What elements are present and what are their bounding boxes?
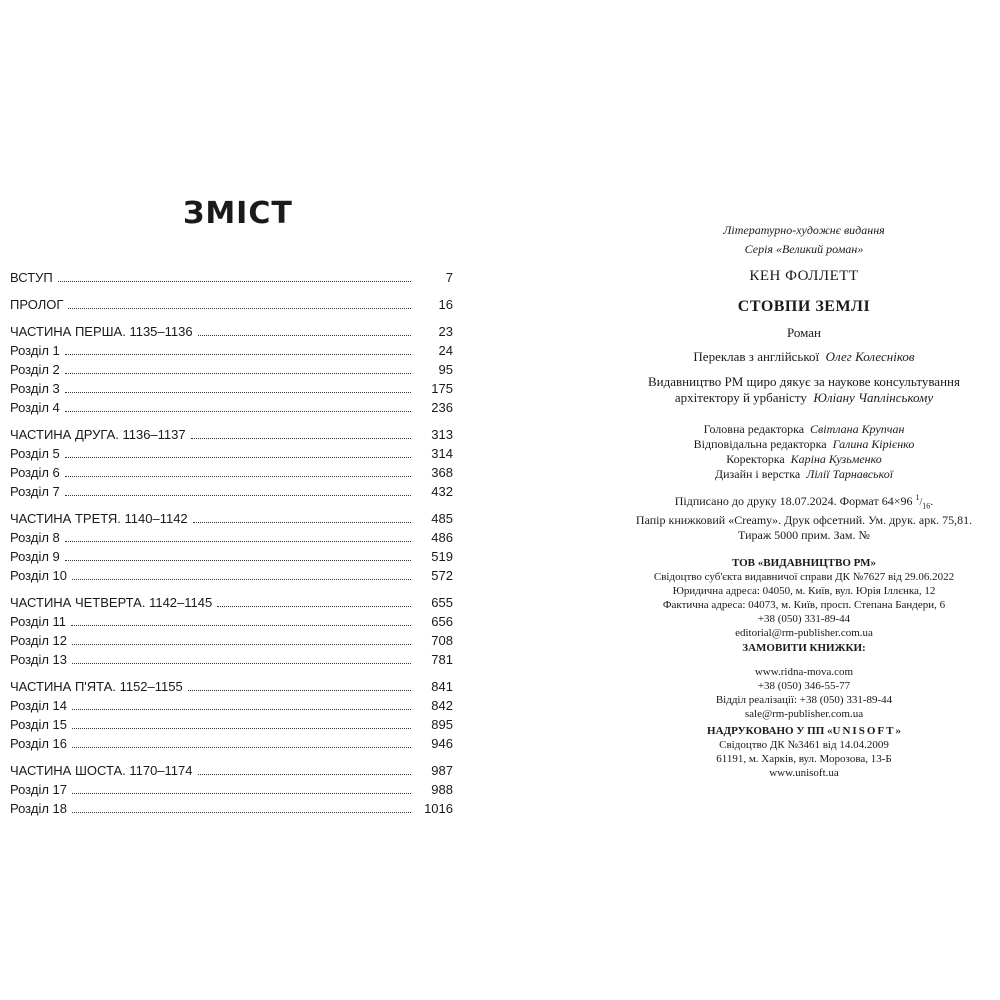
staff-credits bbox=[598, 422, 1000, 482]
toc-entry-label: Розділ 5 bbox=[10, 446, 60, 461]
edition-type: Літературно-художнє видання bbox=[723, 223, 885, 237]
staff-name: Світлана Крупчан bbox=[810, 422, 905, 436]
toc-entry-label: ЧАСТИНА ЧЕТВЕРТА. 1142–1145 bbox=[10, 595, 213, 610]
toc-entry-label: ЧАСТИНА ШОСТА. 1170–1174 bbox=[10, 763, 193, 778]
staff-credit bbox=[598, 437, 1000, 452]
staff-name: Лілії Тарнавської bbox=[806, 467, 894, 481]
toc-entry bbox=[10, 547, 453, 566]
publisher-line: Юридична адреса: 04050, м. Київ, вул. Юрія Іллєнка, 12 bbox=[672, 585, 936, 597]
staff-role: Коректорка bbox=[726, 452, 785, 466]
printed-prefix: НАДРУКОВАНО У ПП « bbox=[707, 725, 833, 737]
toc-entry-label: Розділ 2 bbox=[10, 362, 60, 377]
sign-line-2: Папір книжковий «Creamy». Друк офсетний. Ум. друк. арк. 75,81. bbox=[635, 513, 973, 528]
toc-entry bbox=[10, 463, 453, 482]
printer-name: UNISOFT bbox=[832, 725, 896, 737]
toc-entry bbox=[10, 341, 453, 360]
toc-entry-label: ЧАСТИНА ДРУГА. 1136–1137 bbox=[10, 427, 186, 442]
staff-name: Галина Кірієнко bbox=[832, 437, 915, 451]
toc-entry-label: ВСТУП bbox=[10, 270, 53, 285]
staff-role: Відповідальна редакторка bbox=[693, 437, 827, 451]
toc-entry bbox=[10, 696, 453, 715]
toc-entry-label: Розділ 18 bbox=[10, 801, 67, 816]
toc-entry-page: 95 bbox=[438, 362, 453, 377]
toc-entry-page: 313 bbox=[431, 427, 453, 442]
toc-leader-dots bbox=[72, 812, 411, 813]
thanks-line-2 bbox=[598, 390, 1000, 406]
printer-line: www.unisoft.ua bbox=[769, 767, 839, 779]
toc-entry bbox=[10, 398, 453, 417]
toc-entry bbox=[10, 444, 453, 463]
thanks-role: архітектору й урбаністу bbox=[674, 390, 807, 405]
toc-entry-page: 23 bbox=[438, 324, 453, 339]
staff-credit bbox=[598, 467, 1000, 482]
toc-entry-label: Розділ 9 bbox=[10, 549, 60, 564]
format-den: 16 bbox=[922, 501, 931, 511]
toc-entry-label: Розділ 17 bbox=[10, 782, 67, 797]
genre: Роман bbox=[786, 325, 822, 340]
thanks-person: Юліану Чаплінському bbox=[813, 390, 934, 405]
toc-entry-label: Розділ 12 bbox=[10, 633, 67, 648]
toc-entry-label: ПРОЛОГ bbox=[10, 297, 64, 312]
toc-entry-page: 1016 bbox=[424, 801, 453, 816]
printed-suffix: » bbox=[895, 725, 901, 737]
toc-leader-dots bbox=[65, 354, 411, 355]
toc-entry bbox=[10, 761, 453, 780]
publisher-info bbox=[598, 556, 1000, 640]
toc-entry bbox=[10, 360, 453, 379]
order-line: +38 (050) 346-55-77 bbox=[757, 680, 851, 692]
toc-entry bbox=[10, 677, 453, 696]
toc-entry-page: 485 bbox=[431, 511, 453, 526]
toc-entry-label: Розділ 8 bbox=[10, 530, 60, 545]
toc-entry-page: 895 bbox=[431, 717, 453, 732]
toc-entry bbox=[10, 425, 453, 444]
order-line: www.ridna-mova.com bbox=[754, 666, 854, 678]
toc-entry-page: 486 bbox=[431, 530, 453, 545]
order-line: Відділ реалізації: +38 (050) 331-89-44 bbox=[715, 694, 893, 706]
printer-line: 61191, м. Харків, вул. Морозова, 13-Б bbox=[716, 753, 892, 765]
toc-entry bbox=[10, 528, 453, 547]
toc-leader-dots bbox=[193, 522, 411, 523]
translator-name: Олег Колесніков bbox=[825, 349, 915, 364]
toc-entry-page: 24 bbox=[438, 343, 453, 358]
toc-entry-page: 368 bbox=[431, 465, 453, 480]
toc-entry bbox=[10, 593, 453, 612]
toc-leader-dots bbox=[65, 373, 411, 374]
toc-entry-label: Розділ 16 bbox=[10, 736, 67, 751]
translation-label: Переклав з англійської bbox=[693, 349, 820, 364]
toc-leader-dots bbox=[68, 308, 411, 309]
toc-leader-dots bbox=[72, 747, 411, 748]
toc-leader-dots bbox=[72, 579, 411, 580]
toc-entry bbox=[10, 650, 453, 669]
publisher-name: ТОВ «ВИДАВНИЦТВО РМ» bbox=[731, 557, 877, 569]
toc-entry-page: 708 bbox=[431, 633, 453, 648]
toc-leader-dots bbox=[188, 690, 411, 691]
toc-entry bbox=[10, 612, 453, 631]
toc-entry-page: 572 bbox=[431, 568, 453, 583]
toc-entry-page: 16 bbox=[438, 297, 453, 312]
publisher-line: editorial@rm-publisher.com.ua bbox=[735, 627, 873, 639]
publisher-line: +38 (050) 331-89-44 bbox=[757, 613, 851, 625]
toc-entry-label: Розділ 1 bbox=[10, 343, 60, 358]
edition-info bbox=[598, 221, 1000, 259]
format-num: 1 bbox=[915, 493, 920, 502]
publisher-line: Фактична адреса: 04073, м. Київ, просп. Степана Бандери, 6 bbox=[662, 599, 946, 611]
toc-entry bbox=[10, 566, 453, 585]
toc-entry-page: 988 bbox=[431, 782, 453, 797]
toc-entry-page: 314 bbox=[431, 446, 453, 461]
toc-entry bbox=[10, 295, 453, 314]
staff-credit bbox=[598, 422, 1000, 437]
toc-entry-page: 175 bbox=[431, 381, 453, 396]
toc-leader-dots bbox=[72, 793, 411, 794]
publisher-line: Свідоцтво суб'єкта видавничої справи ДК №7627 від 29.06.2022 bbox=[653, 571, 955, 583]
toc-leader-dots bbox=[58, 281, 411, 282]
toc-entry-label: Розділ 3 bbox=[10, 381, 60, 396]
toc-entry-page: 655 bbox=[431, 595, 453, 610]
toc-entry-page: 781 bbox=[431, 652, 453, 667]
sign-line-1: Підписано до друку 18.07.2024. Формат 64×96 $^1/_{16}$. bbox=[674, 493, 934, 511]
toc-entry bbox=[10, 322, 453, 341]
toc-entry-page: 432 bbox=[431, 484, 453, 499]
translation-credit bbox=[598, 349, 1000, 365]
toc-leader-dots bbox=[72, 644, 411, 645]
order-info bbox=[598, 665, 1000, 721]
toc-entry-label: Розділ 4 bbox=[10, 400, 60, 415]
sign-text: Підписано до друку 18.07.2024. Формат 64×96 bbox=[674, 494, 913, 508]
toc-entry-page: 519 bbox=[431, 549, 453, 564]
toc-entry-label: Розділ 15 bbox=[10, 717, 67, 732]
toc-entry bbox=[10, 799, 453, 818]
staff-role: Головна редакторка bbox=[703, 422, 805, 436]
toc-entry-page: 946 bbox=[431, 736, 453, 751]
toc-entry bbox=[10, 734, 453, 753]
acknowledgement bbox=[598, 374, 1000, 406]
toc-leader-dots bbox=[65, 495, 411, 496]
toc-leader-dots bbox=[71, 625, 411, 626]
toc-entry bbox=[10, 631, 453, 650]
toc-entry bbox=[10, 482, 453, 501]
toc-leader-dots bbox=[65, 476, 411, 477]
toc-entry bbox=[10, 379, 453, 398]
toc-entry bbox=[10, 715, 453, 734]
toc-entry-label: Розділ 10 bbox=[10, 568, 67, 583]
toc-entry-page: 842 bbox=[431, 698, 453, 713]
toc-entry bbox=[10, 268, 453, 287]
book-title: СТОВПИ ЗЕМЛІ bbox=[737, 298, 871, 315]
toc-entry-label: ЧАСТИНА П'ЯТА. 1152–1155 bbox=[10, 679, 183, 694]
toc-leader-dots bbox=[65, 457, 411, 458]
toc-leader-dots bbox=[198, 335, 411, 336]
order-heading: ЗАМОВИТИ КНИЖКИ: bbox=[742, 642, 866, 654]
toc-entry bbox=[10, 509, 453, 528]
staff-name: Каріна Кузьменко bbox=[790, 452, 882, 466]
toc-entry-label: Розділ 11 bbox=[10, 614, 67, 629]
order-line: sale@rm-publisher.com.ua bbox=[744, 708, 864, 720]
thanks-line-1: Видавництво РМ щиро дякує за наукове консультування bbox=[648, 374, 960, 389]
toc-leader-dots bbox=[191, 438, 411, 439]
print-specs bbox=[598, 490, 1000, 543]
printer-line: Свідоцтво ДК №3461 від 14.04.2009 bbox=[719, 739, 889, 751]
toc-leader-dots bbox=[65, 560, 411, 561]
toc-entry-page: 236 bbox=[431, 400, 453, 415]
toc-entry-page: 7 bbox=[445, 270, 453, 285]
toc-entry-label: Розділ 7 bbox=[10, 484, 60, 499]
toc-entry-page: 656 bbox=[431, 614, 453, 629]
toc-entry-label: ЧАСТИНА ПЕРША. 1135–1136 bbox=[10, 324, 193, 339]
toc-entry-label: ЧАСТИНА ТРЕТЯ. 1140–1142 bbox=[10, 511, 188, 526]
author: КЕН ФОЛЛЕТТ bbox=[749, 268, 859, 284]
printed-by bbox=[598, 724, 1000, 738]
toc-leader-dots bbox=[217, 606, 411, 607]
toc-leader-dots bbox=[65, 392, 411, 393]
series: Серія «Великий роман» bbox=[744, 242, 864, 256]
toc-leader-dots bbox=[72, 728, 411, 729]
toc-entry-label: Розділ 14 bbox=[10, 698, 67, 713]
toc-entry-label: Розділ 13 bbox=[10, 652, 67, 667]
toc-entry bbox=[10, 780, 453, 799]
table-of-contents bbox=[10, 268, 453, 818]
sign-line-3: Тираж 5000 прим. Зам. № bbox=[738, 528, 870, 543]
staff-role: Дизайн і верстка bbox=[714, 467, 801, 481]
toc-leader-dots bbox=[198, 774, 412, 775]
toc-entry-page: 987 bbox=[431, 763, 453, 778]
staff-credit bbox=[598, 452, 1000, 467]
toc-leader-dots bbox=[72, 709, 411, 710]
toc-leader-dots bbox=[65, 541, 411, 542]
toc-leader-dots bbox=[72, 663, 411, 664]
toc-leader-dots bbox=[65, 411, 411, 412]
toc-heading: ЗМІСТ bbox=[183, 196, 293, 231]
printer-info bbox=[598, 724, 1000, 780]
toc-entry-page: 841 bbox=[431, 679, 453, 694]
toc-entry-label: Розділ 6 bbox=[10, 465, 60, 480]
